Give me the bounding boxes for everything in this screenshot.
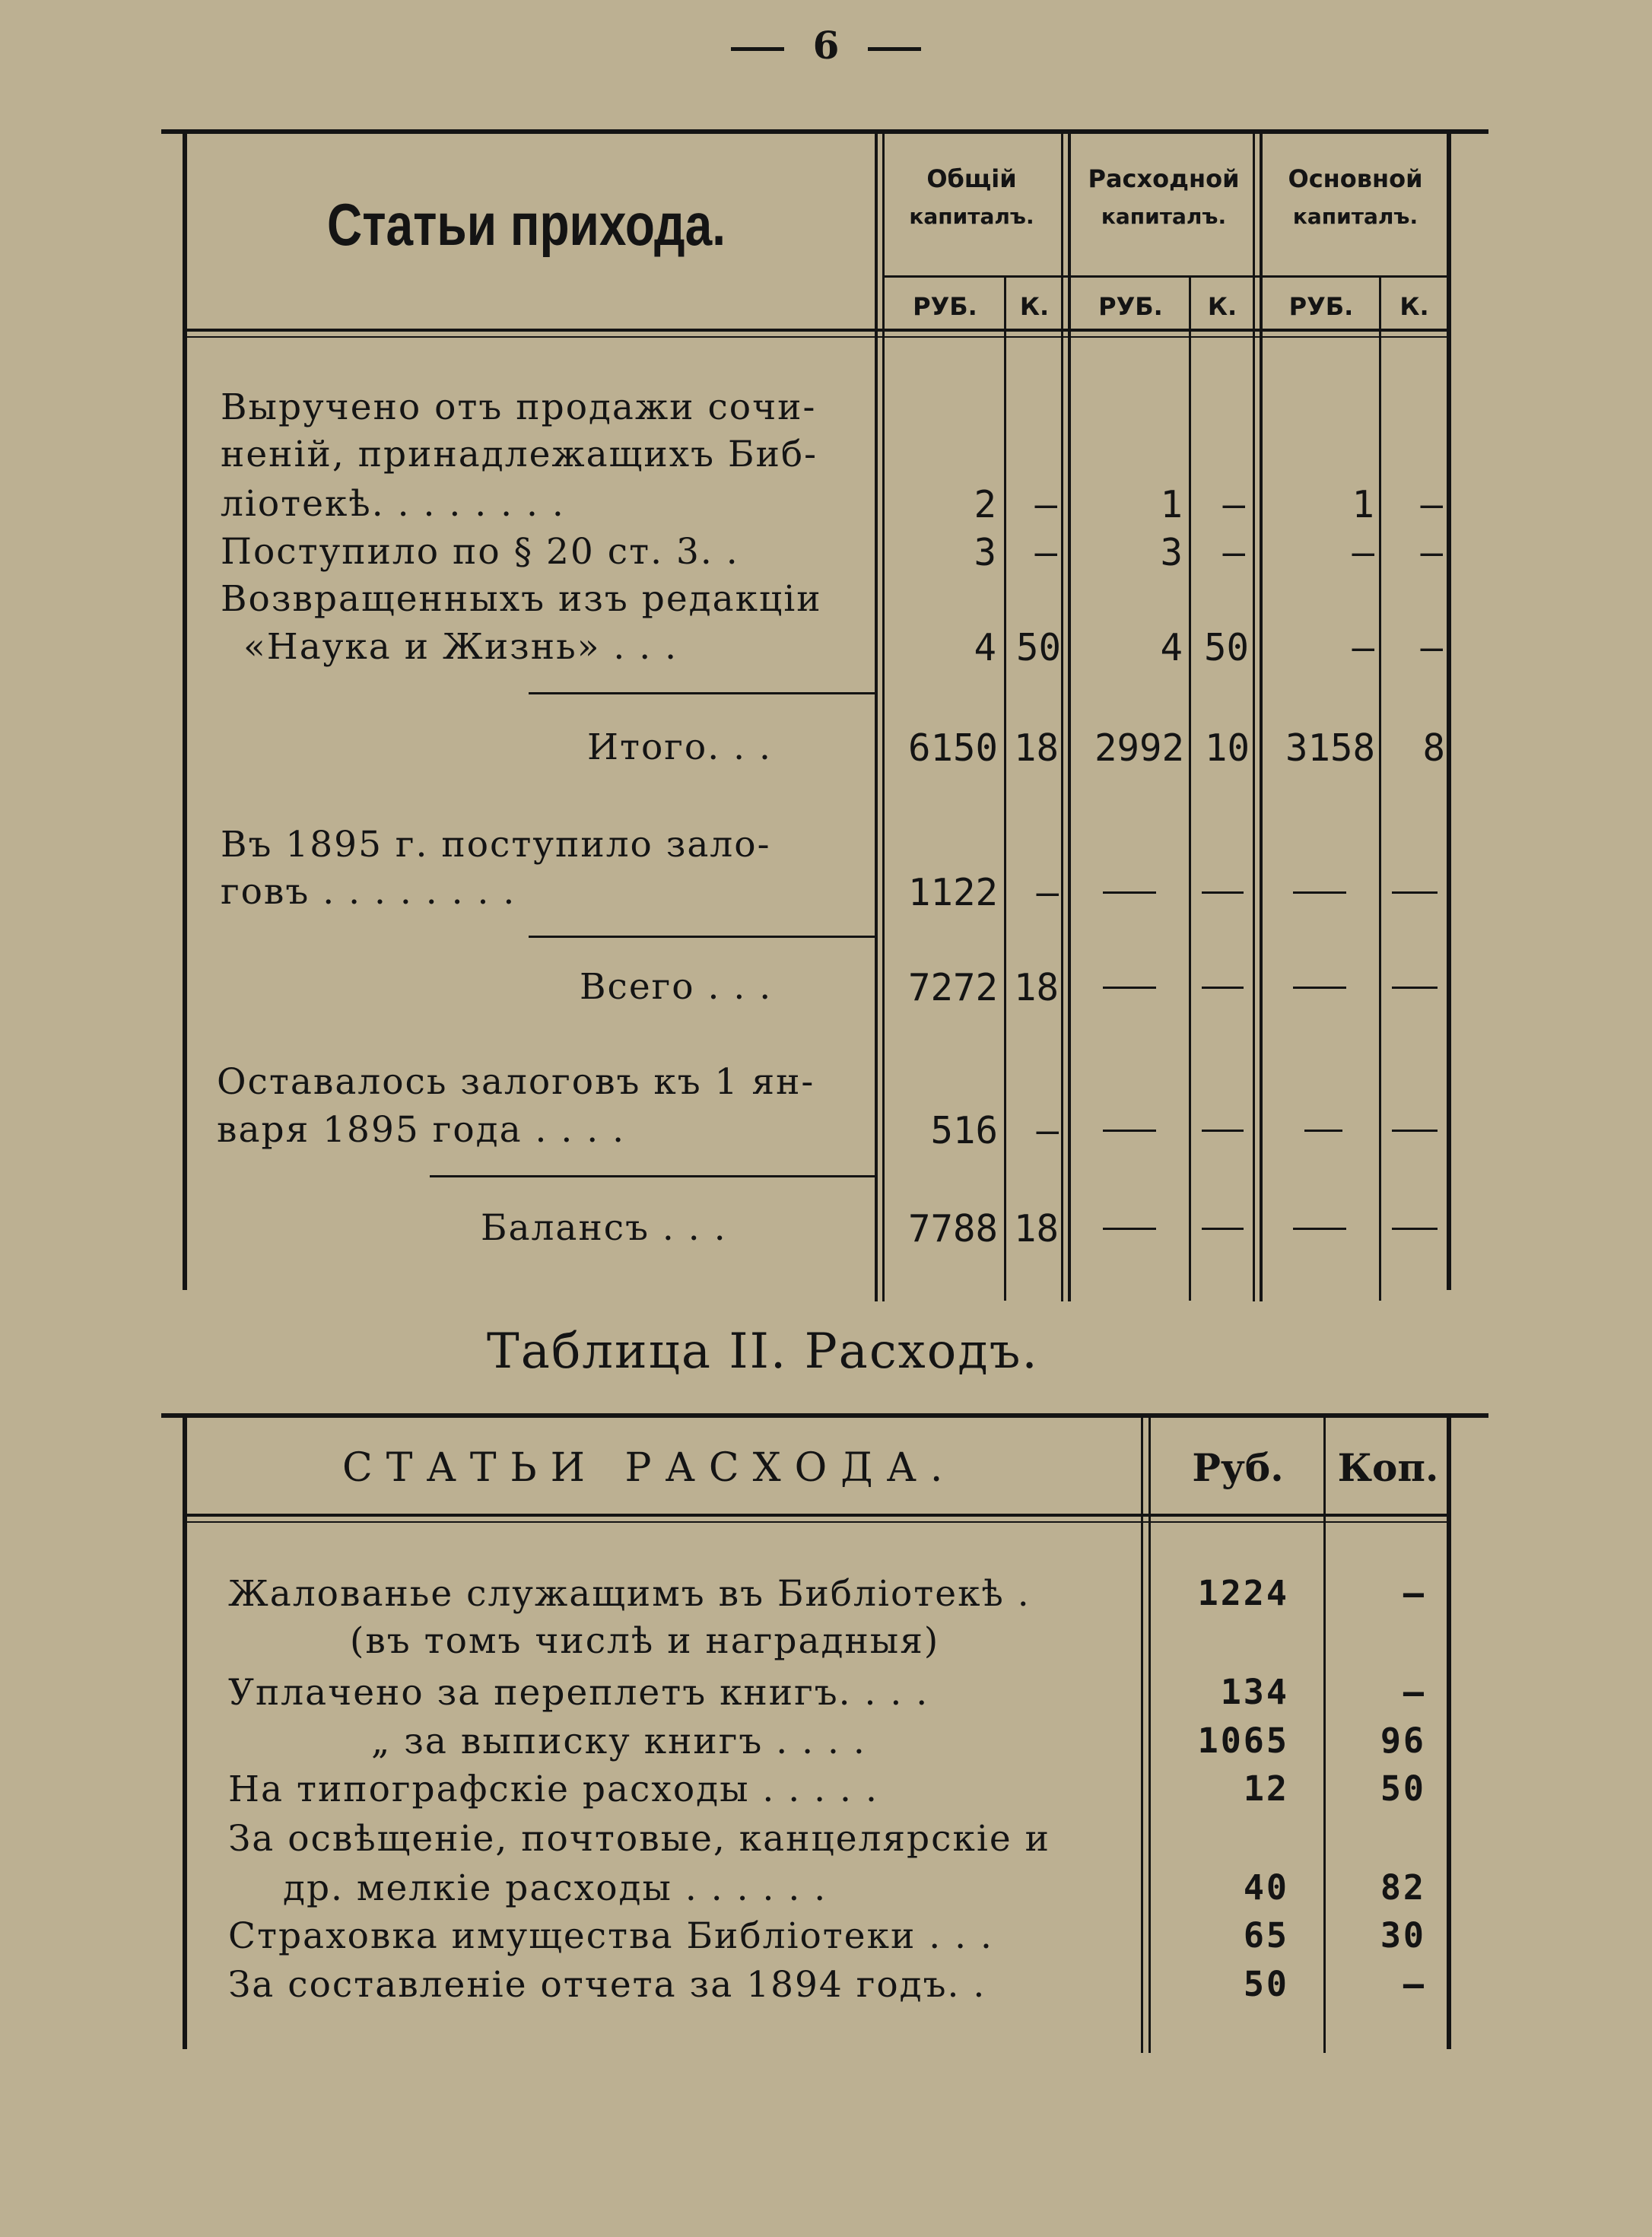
spend-kop: — [1222, 483, 1245, 526]
row-label: говъ . . . . . . . . [221, 871, 516, 913]
subtotal-base-rub: 3158 [1285, 726, 1375, 770]
row-label: Въ 1895 г. поступило зало- [221, 824, 771, 866]
empty-cell-dash [1293, 987, 1346, 989]
spend-rub: 1 [1160, 483, 1183, 526]
grand-label: Всего . . . [580, 966, 773, 1008]
unit-kop-general: К. [1019, 292, 1050, 321]
row-label: За освѣщеніе, почтовые, канцелярскіе и [228, 1818, 1050, 1860]
expense-rub: 65 [1243, 1915, 1289, 1956]
expense-kop: — [1403, 1964, 1426, 2004]
total-rub: 3 [974, 531, 996, 574]
row-label: Уплачено за переплетъ книгъ. . . . [228, 1672, 929, 1714]
empty-cell-dash [1103, 987, 1156, 989]
page-number: 6 [0, 23, 1652, 68]
spend-kop: — [1222, 531, 1245, 574]
empty-cell-dash [1304, 1130, 1342, 1132]
expense-rub: 1065 [1197, 1721, 1289, 1761]
empty-cell-dash [1202, 1228, 1244, 1230]
empty-cell-dash [1103, 1130, 1156, 1132]
row-label: др. мелкіе расходы . . . . . . [283, 1867, 828, 1909]
base-kop: — [1420, 531, 1443, 574]
column-header-general: Общій капиталъ. [909, 164, 1034, 229]
total-kop: — [1034, 483, 1057, 526]
empty-cell-dash [1392, 987, 1438, 989]
total-kop: 50 [1015, 626, 1061, 669]
grand-total-kop: 18 [1013, 966, 1059, 1009]
expense-title: СТАТЬИ РАСХОДА. [342, 1445, 957, 1491]
grand-total-rub: 7272 [907, 966, 998, 1009]
subtotal-total-rub: 6150 [907, 726, 998, 770]
expense-kop: 50 [1380, 1768, 1426, 1809]
total-rub: 2 [974, 483, 996, 526]
row-label: За составленіе отчета за 1894 годъ. . [228, 1964, 986, 2006]
expense-rub: 50 [1243, 1964, 1289, 2004]
column-header-kop: Коп. [1337, 1445, 1439, 1490]
column-header-base: Основной капиталъ. [1288, 164, 1423, 229]
expense-kop: — [1403, 1573, 1426, 1613]
row-label: «Наука и Жизнь» . . . [243, 626, 678, 668]
deposits-total-kop: — [1036, 871, 1059, 914]
spend-rub: 3 [1160, 531, 1183, 574]
balance-total-kop: 18 [1013, 1207, 1059, 1250]
expense-kop: 82 [1380, 1867, 1426, 1908]
subtotal-total-kop: 18 [1013, 726, 1059, 770]
row-label: неній, принадлежащихъ Биб- [221, 434, 818, 475]
expense-rub: 40 [1243, 1867, 1289, 1908]
row-label: Жалованье служащимъ въ Библіотекѣ . [228, 1573, 1031, 1615]
column-header-rub: Руб. [1192, 1445, 1284, 1490]
deposits-total-rub: 1122 [907, 871, 998, 914]
subtotal-base-kop: 8 [1422, 726, 1445, 770]
row-label: Страховка имущества Библіотеки . . . [228, 1915, 993, 1957]
empty-cell-dash [1392, 1130, 1438, 1132]
expense-rub: 1224 [1197, 1573, 1289, 1613]
expense-kop: — [1403, 1672, 1426, 1712]
empty-cell-dash [1392, 891, 1438, 894]
empty-cell-dash [1202, 891, 1244, 894]
expense-caption: Таблица II. Расходъ. [487, 1323, 1039, 1380]
unit-kop-spending: К. [1207, 292, 1237, 321]
spend-kop: 50 [1203, 626, 1249, 669]
empty-cell-dash [1202, 987, 1244, 989]
empty-cell-dash [1103, 891, 1156, 894]
unit-rub-spending: РУБ. [1098, 292, 1163, 321]
row-label: На типографскіе расходы . . . . . [228, 1768, 878, 1810]
balance-label: Балансъ . . . [481, 1207, 727, 1249]
row-label: варя 1895 года . . . . [217, 1109, 626, 1151]
empty-cell-dash [1293, 1228, 1346, 1230]
row-label: Возвращенныхъ изъ редакціи [221, 578, 822, 620]
empty-cell-dash [1392, 1228, 1438, 1230]
subtotal-spend-rub: 2992 [1094, 726, 1184, 770]
row-label: (въ томъ числѣ и наградныя) [350, 1620, 940, 1662]
expense-kop: 96 [1380, 1721, 1426, 1761]
expense-rub: 12 [1243, 1768, 1289, 1809]
total-kop: — [1034, 531, 1057, 574]
row-label: ліотекѣ. . . . . . . . [221, 483, 565, 525]
remaining-total-rub: 516 [930, 1109, 998, 1152]
empty-cell-dash [1293, 891, 1346, 894]
base-rub: — [1352, 626, 1374, 669]
column-header-spending: Расходной капиталъ. [1088, 164, 1240, 229]
subtotal-spend-kop: 10 [1204, 726, 1250, 770]
unit-rub-general: РУБ. [913, 292, 977, 321]
base-kop: — [1420, 483, 1443, 526]
row-label: Оставалось залоговъ къ 1 ян- [217, 1061, 815, 1103]
subtotal-label: Итого. . . [587, 726, 772, 768]
remaining-total-kop: — [1036, 1109, 1059, 1152]
empty-cell-dash [1202, 1130, 1244, 1132]
total-rub: 4 [974, 626, 996, 669]
spend-rub: 4 [1160, 626, 1183, 669]
expense-kop: 30 [1380, 1915, 1426, 1956]
base-rub: — [1352, 531, 1374, 574]
income-title: Статьи прихода. [327, 191, 726, 258]
expense-rub: 134 [1220, 1672, 1289, 1712]
base-kop: — [1420, 626, 1443, 669]
row-label: Поступило по § 20 ст. 3. . [221, 531, 739, 573]
empty-cell-dash [1103, 1228, 1156, 1230]
base-rub: 1 [1352, 483, 1374, 526]
balance-total-rub: 7788 [907, 1207, 998, 1250]
row-label: Выручено отъ продажи сочи- [221, 386, 817, 428]
unit-kop-base: К. [1399, 292, 1429, 321]
row-label: „ за выписку книгъ . . . . [371, 1721, 866, 1762]
unit-rub-base: РУБ. [1288, 292, 1354, 321]
